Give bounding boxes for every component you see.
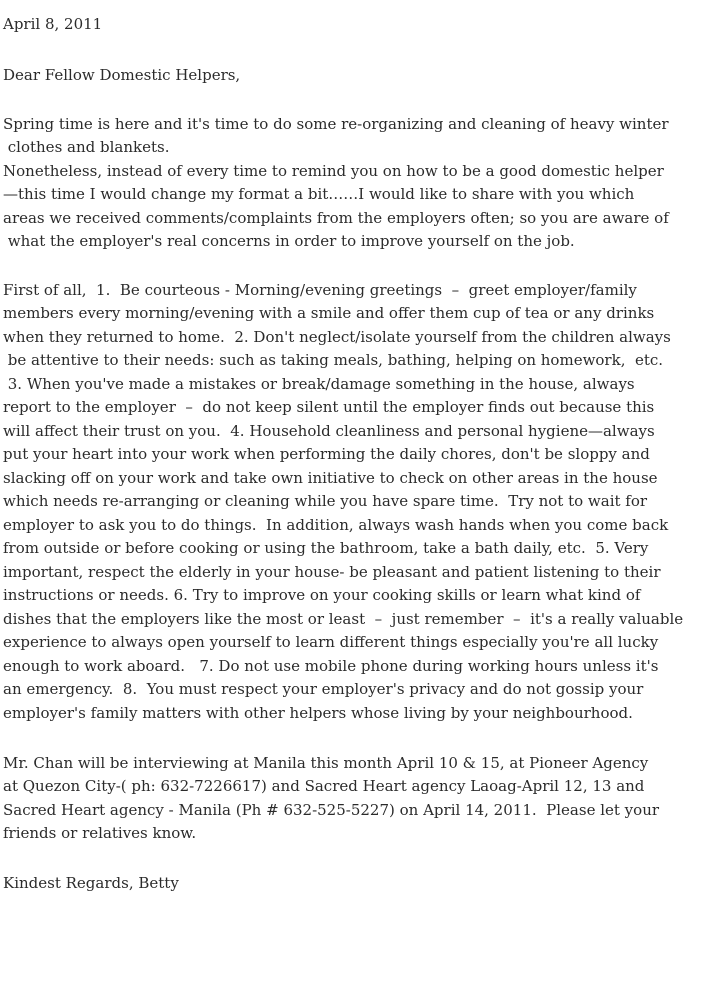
paragraph-line: areas we received comments/complaints from the employers often; so you are aware of [3,209,669,227]
paragraph-line: be attentive to their needs: such as taking meals, bathing, helping on homework, etc. [3,351,664,369]
paragraph-line: experience to always open yourself to learn different things especially you're all lucky [3,633,659,651]
letter-date: April 8, 2011 [3,15,103,33]
paragraph-line: friends or relatives know. [3,824,197,842]
paragraph-line: from outside or before cooking or using the bathroom, take a bath daily, etc. 5. Very [3,539,649,557]
paragraph-line: slacking off on your work and take own initiative to check on other areas in the house [3,469,658,487]
paragraph-line: Sacred Heart agency - Manila (Ph # 632-525-5227) on April 14, 2011. Please let your [3,801,660,819]
paragraph-line: members every morning/evening with a smile and offer them cup of tea or any drinks [3,304,655,322]
paragraph-line: will affect their trust on you. 4. Household cleanliness and personal hygiene—always [3,422,655,440]
paragraph-line: dishes that the employers like the most or least – just remember – it's a really valuable [3,610,684,628]
paragraph-line: what the employer's real concerns in order to improve yourself on the job. [3,232,575,250]
paragraph-line: First of all, 1. Be courteous - Morning/evening greetings – greet employer/family [3,281,637,299]
letter-page [3,0,707,1004]
paragraph-line: report to the employer – do not keep silent until the employer finds out because this [3,398,655,416]
paragraph-line: employer to ask you to do things. In addition, always wash hands when you come back [3,516,669,534]
paragraph-line: employer's family matters with other helpers whose living by your neighbourhood. [3,704,633,722]
paragraph-line: Nonetheless, instead of every time to remind you on how to be a good domestic helper [3,162,664,180]
paragraph-line: Spring time is here and it's time to do some re-organizing and cleaning of heavy winter [3,115,669,133]
paragraph-line: an emergency. 8. You must respect your employer's privacy and do not gossip your [3,680,644,698]
paragraph-line: important, respect the elderly in your house- be pleasant and patient listening to their [3,563,661,581]
paragraph-line: put your heart into your work when performing the daily chores, don't be sloppy and [3,445,650,463]
closing-signature: Kindest Regards, Betty [3,874,179,892]
salutation: Dear Fellow Domestic Helpers, [3,66,241,84]
paragraph-line: Mr. Chan will be interviewing at Manila this month April 10 & 15, at Pioneer Agency [3,754,649,772]
paragraph-line: clothes and blankets. [3,138,170,156]
paragraph-line: —this time I would change my format a bit……I would like to share with you which [3,185,635,203]
paragraph-line: 3. When you've made a mistakes or break/damage something in the house, always [3,375,635,393]
paragraph-line: instructions or needs. 6. Try to improve on your cooking skills or learn what kind of [3,586,641,604]
paragraph-line: which needs re-arranging or cleaning while you have spare time. Try not to wait for [3,492,648,510]
paragraph-line: enough to work aboard. 7. Do not use mobile phone during working hours unless it's [3,657,659,675]
paragraph-line: when they returned to home. 2. Don't neglect/isolate yourself from the children always [3,328,671,346]
paragraph-line: at Quezon City-( ph: 632-7226617) and Sacred Heart agency Laoag-April 12, 13 and [3,777,645,795]
